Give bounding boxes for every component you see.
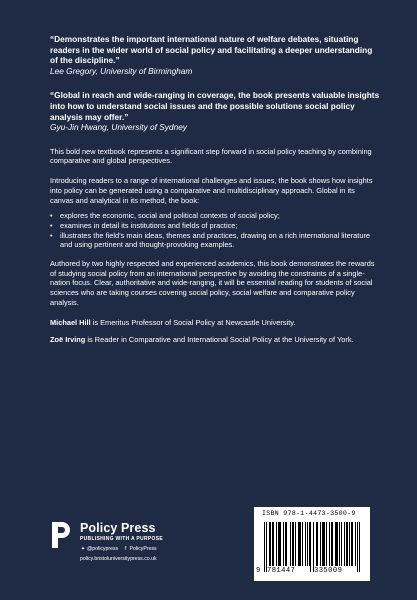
publisher-url: policy.bristoluniversitypress.co.uk	[80, 556, 157, 562]
author-bio-hill: Michael Hill is Emeritus Professor of Social Policy at Newcastle University.	[50, 317, 296, 327]
feature-list	[50, 211, 380, 250]
bullet-icon: •	[50, 211, 53, 221]
endorsement-2	[50, 90, 380, 132]
publisher-logo	[50, 520, 220, 580]
authors-paragraph: Authored by two highly respected and experienced academics, this book demonstrates the rewards of studying social policy from an international perspective by avoiding the constraints of a single-nation focus. Clear, authoritative and wide-ranging, it will be essential reading for students of social sciences who are taking courses covering social policy, social welfare and comparative policy analysis.	[50, 259, 375, 307]
endorsement-1	[50, 34, 380, 76]
bullet-icon: •	[50, 230, 53, 240]
author-bio-irving: Zoë Irving is Reader in Comparative and International Social Policy at the University of York.	[50, 335, 354, 345]
list-item: • explores the economic, social and political contexts of social policy;	[50, 211, 280, 221]
back-cover-text	[50, 34, 380, 353]
author-name: Michael Hill	[50, 317, 91, 327]
facebook-handle: PolicyPress	[129, 546, 157, 552]
bullet-icon: •	[50, 220, 53, 230]
endorsement-attribution: Lee Gregory, University of Birmingham	[50, 65, 193, 76]
intro-paragraph: This bold new textbook represents a significant step forward in social policy teaching by combining comparative and global perspectives.	[50, 146, 372, 166]
endorsement-quote: “Demonstrates the important international nature of welfare debates, situating readers in the wider world of social policy and facilitating a deeper understanding of the discipline.”	[50, 34, 373, 66]
list-item: • illustrates the field’s main ideas, themes and practices, drawing on a rich international literature and using pertinent and thought-provoking examples.	[50, 230, 371, 250]
lead-paragraph: Introducing readers to a range of international challenges and issues, the book shows how insights into policy can be generated using a comparative and multidisciplinary approach. Global in its canvas and analytical in its method, the book:	[50, 176, 373, 205]
isbn-barcode: ISBN 978-1-4473-3500-9 9 781447 335009	[254, 507, 370, 581]
publisher-name: Policy Press	[80, 521, 156, 535]
policy-press-logo-icon	[50, 520, 72, 550]
publisher-tagline: PUBLISHING WITH A PURPOSE	[80, 536, 163, 542]
barcode-bars	[264, 522, 360, 566]
list-item: • examines in detail its institutions and fields of practice;	[50, 220, 238, 230]
twitter-handle: @policypress	[87, 546, 119, 552]
endorsement-quote: “Global in reach and wide-ranging in coverage, the book presents valuable insights into how to understand social issues and the possible solutions social policy analysis may offer.”	[50, 90, 380, 122]
publisher-social	[80, 546, 157, 552]
endorsement-attribution: Gyu-Jin Hwang, University of Sydney	[50, 122, 187, 133]
facebook-icon: f	[124, 546, 127, 552]
twitter-icon: ✦	[80, 546, 86, 552]
author-name: Zoë Irving	[50, 335, 86, 345]
isbn-text: ISBN 978-1-4473-3500-9	[262, 510, 356, 517]
